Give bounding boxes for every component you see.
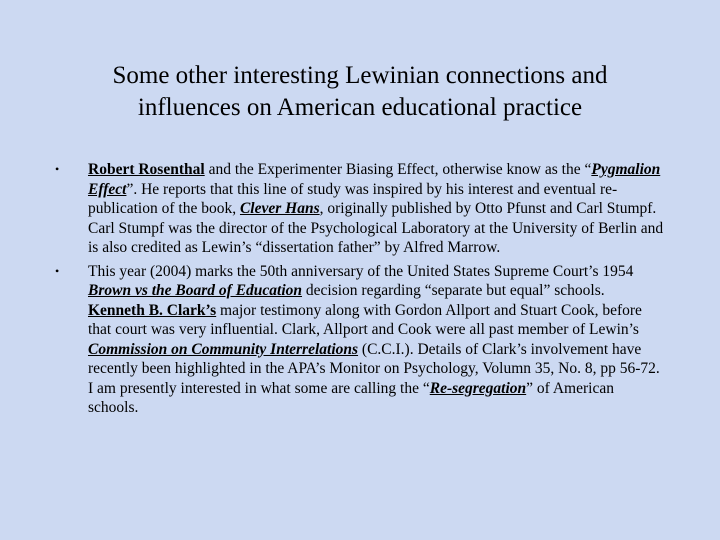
emphasized-text: Pygmalion Effect bbox=[88, 161, 661, 198]
title-line-1: Some other interesting Lewinian connections and bbox=[112, 62, 608, 89]
slide-title bbox=[40, 60, 680, 124]
bullet-text: , originally published by Otto Pfunst and Carl Stumpf. Carl Stumpf was the director of the Psychological Laboratory at the University of Berlin and is also credited as Lewin’s “dissertation father” by Alfred Marrow. bbox=[88, 200, 664, 256]
bullet-marker: • bbox=[55, 263, 60, 278]
bullet-text: ” of American schools. bbox=[88, 379, 614, 416]
emphasized-text: Kenneth B. Clark’s bbox=[88, 301, 217, 319]
bullet-text: ”. He reports that this line of study was inspired by his interest and eventual re-publication of the book, bbox=[88, 180, 618, 217]
emphasized-text: Clever Hans bbox=[239, 200, 320, 217]
bullet-marker: • bbox=[55, 162, 60, 176]
title-line-2: influences on American educational practice bbox=[137, 94, 583, 121]
bullet-item bbox=[55, 160, 665, 258]
bullet-text: decision regarding “separate but equal” schools. bbox=[302, 282, 605, 299]
bullet-text: major testimony along with Gordon Allport and Stuart Cook, before that court was very influential. Clark, Allport and Cook were all past member of Lewin’s bbox=[88, 301, 642, 338]
bullet-list bbox=[55, 160, 665, 422]
bullet-text: (C.C.I.). Details of Clark’s involvement have recently been highlighted in the APA’s Monitor on Psychology, Volumn 35, No. 8, pp 56-72. I am presently interested in what some are calling the “ bbox=[88, 340, 660, 397]
bullet-item bbox=[55, 262, 665, 418]
emphasized-text: Brown vs the Board of Education bbox=[88, 282, 303, 299]
emphasized-text: Commission on Community Interrelations bbox=[88, 340, 359, 358]
bullet-text: and the Experimenter Biasing Effect, otherwise know as the “ bbox=[204, 161, 592, 178]
bullet-text: This year (2004) marks the 50th anniversary of the United States Supreme Court’s 1954 bbox=[88, 262, 634, 280]
emphasized-text: Re-segregation bbox=[429, 379, 527, 397]
emphasized-text: Robert Rosenthal bbox=[88, 161, 205, 178]
